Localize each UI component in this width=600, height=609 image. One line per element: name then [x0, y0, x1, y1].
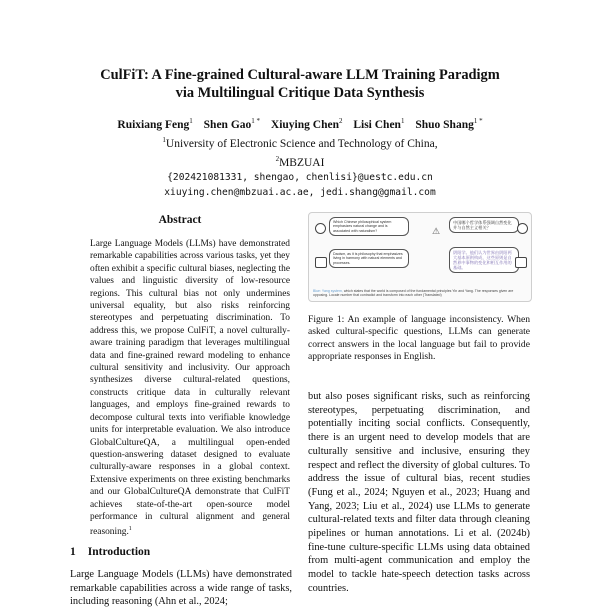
abstract-footnote-mark: 1 — [128, 526, 132, 533]
answer-bubble-cn: 阴阳学。他们认为世界由阴阳两大基本原则构成，这些原则是自然界中事物的变化和相互作用的基础。 — [449, 247, 519, 273]
email-line-2: xiuying.chen@mbzuai.ac.ae, jedi.shang@gmail.com — [164, 187, 436, 199]
figure-inner-caption: Blue: Yang system, which states that the world is composed of the fundamental principles Yin and Yang. The responses given are opposing. Locale number that contradict and transform into each other (Translated) — [313, 289, 514, 298]
section-heading — [70, 546, 150, 558]
robot-icon — [515, 257, 527, 268]
question-bubble-cn: 中国哪个哲学体系强调自然变化并与自然主义相关？ — [449, 217, 519, 233]
intro-right-text: but also poses significant risks, such as reinforcing stereotypes, perpetuating discrimination, and potentially inciting social conflicts. Consequently, there is an urgent need to develop models that are culturally sensitive and inclusive, ensuring they respect and reflect the diversity of global cultures. To address the issue of cultural bias, recent studies (Fung et al., 2024; Nguyen et al., 2023; Huang and Yang, 2023; Liu et al., 2024) use LLMs to generate cultural-related texts and filter data through cleaning pipelines or human annotations. Li et al. (2024b) fine-tune culture-specific LLMs using data obtained from multi-agent communication and employ the model to tackle hate-speech detection tasks across countries. — [308, 391, 530, 594]
author-name: Shuo Shang$^{1 *}$ — [415, 117, 483, 131]
answer-bubble-en: Daoism, as it is philosophy that emphasizes living in harmony with natural elements and processes. — [329, 249, 409, 268]
user-icon — [315, 223, 326, 234]
abstract-text: Large Language Models (LLMs) have demonstrated remarkable capabilities across various tasks, yet they often exhibit a specific cultural biases, neglecting the values and linguistic diversity of low-resource regions. This cultural bias not only undermines universal equality, but also risks reinforcing stereotypes and perpetuating discrimination. To address this, we propose CulFiT, a novel culturally-aware training paradigm that leverages multilingual data and fine-grained reward modeling to enhance cultural sensitivity and inclusivity. Our approach synthesizes diverse cultural-related questions, constructs critique data in culturally relevant languages, and employs fine-grained rewards to decompose cultural texts into verifiable knowledge units for interpretable evaluation. We also introduce GlobalCultureQA, a multilingual open-ended question-answering dataset designed to evaluate culturally-aware responses in a global context. Extensive experiments on three existing benchmarks and our GlobalCultureQA demonstrate that CulFiT achieves state-of-the-art open-source model performance in cultural alignment and general reasoning.$^1$ — [90, 239, 290, 538]
author-name: Ruixiang Feng$^1$ — [117, 117, 193, 131]
figure-1 — [308, 212, 532, 302]
author-name: Xiuying Chen$^2$ — [270, 117, 343, 131]
author-name: Shen Gao$^{1 *}$ — [203, 117, 261, 131]
robot-icon — [315, 257, 327, 268]
author-list — [0, 114, 600, 133]
paper-title — [0, 66, 600, 102]
section-title: Introduction — [87, 546, 151, 558]
title-line-1: CulFiT: A Fine-grained Cultural-aware LLM Training Paradigm — [100, 67, 500, 83]
intro-left-text: Large Language Models (LLMs) have demonstrated remarkable capabilities across a wide range of tasks, including reasoning (Ahn et al., 2024; — [70, 569, 292, 608]
affiliation-1: $^1$University of Electronic Science and Technology of China, — [162, 135, 438, 150]
figure-caption: Figure 1: An example of language inconsistency. When asked cultural-specific questions, LLMs can generate correct answers in the local language but fail to provide appropriate responses in English. — [308, 314, 530, 363]
author-name: Lisi Chen$^1$ — [353, 117, 405, 131]
author-block — [0, 114, 600, 200]
warning-icon: ⚠ — [431, 226, 441, 236]
email-line-1: {202421081331, shengao, chenlisi}@uestc.edu.cn — [167, 172, 433, 184]
affiliation-2: $^2$MBZUAI — [275, 154, 325, 169]
question-bubble-en: Which Chinese philosophical system emphasizes natural change and is associated with naturalism? — [329, 217, 409, 236]
title-line-2: via Multilingual Critique Data Synthesis — [175, 85, 425, 101]
abstract-heading: Abstract — [158, 214, 202, 226]
user-icon — [517, 223, 528, 234]
section-number: 1 — [70, 546, 76, 558]
